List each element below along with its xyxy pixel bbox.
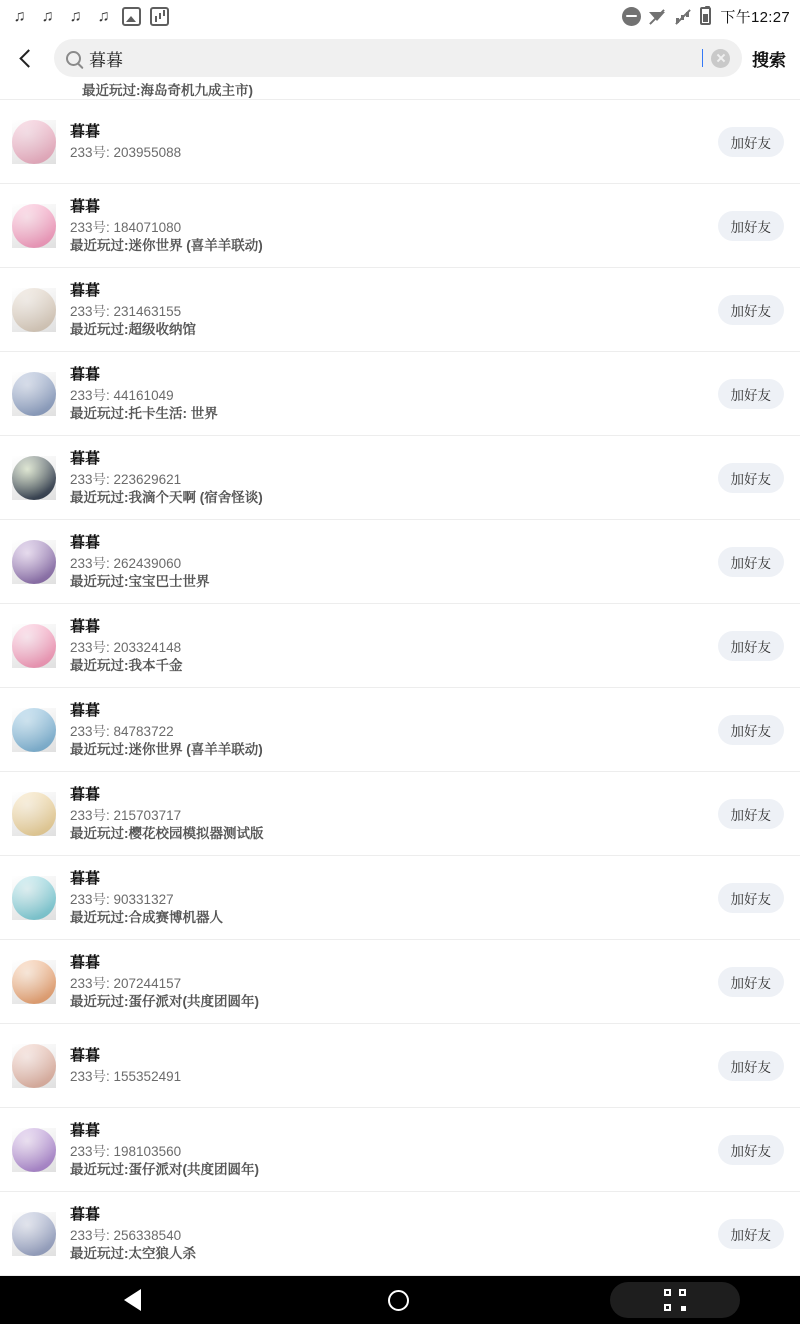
add-friend-button[interactable]: 加好友 bbox=[718, 799, 785, 829]
recent-game-text: 最近玩过:太空狼人杀 bbox=[70, 1245, 196, 1261]
table-row[interactable] bbox=[0, 1108, 800, 1192]
user-info bbox=[70, 1121, 718, 1179]
user-nickname: 暮暮 bbox=[70, 701, 101, 719]
table-row[interactable] bbox=[0, 436, 800, 520]
music-note-icon: ♫ bbox=[41, 7, 54, 25]
avatar[interactable] bbox=[12, 960, 56, 1004]
user-info bbox=[70, 281, 718, 339]
avatar[interactable] bbox=[12, 624, 56, 668]
recent-game-text: 最近玩过:蛋仔派对(共度团圆年) bbox=[70, 1161, 259, 1177]
triangle-back-icon[interactable] bbox=[124, 1289, 141, 1311]
recent-game-text: 最近玩过:超级收纳馆 bbox=[70, 321, 196, 337]
recent-game-text: 最近玩过:合成赛博机器人 bbox=[70, 909, 223, 925]
status-bar-right bbox=[622, 6, 790, 27]
user-info bbox=[70, 1205, 718, 1263]
add-friend-button[interactable]: 加好友 bbox=[718, 379, 785, 409]
user-nickname: 暮暮 bbox=[70, 953, 101, 971]
circle-home-icon[interactable] bbox=[388, 1290, 409, 1311]
recent-game-text: 最近玩过:迷你世界 (喜羊羊联动) bbox=[70, 237, 263, 253]
avatar[interactable] bbox=[12, 1044, 56, 1088]
avatar-image bbox=[12, 456, 56, 500]
table-row[interactable] bbox=[0, 184, 800, 268]
add-friend-button[interactable]: 加好友 bbox=[718, 715, 785, 745]
user-nickname: 暮暮 bbox=[70, 365, 101, 383]
avatar-image bbox=[12, 1128, 56, 1172]
user-info bbox=[70, 533, 718, 591]
add-friend-button[interactable]: 加好友 bbox=[718, 547, 785, 577]
add-friend-button[interactable]: 加好友 bbox=[718, 883, 785, 913]
user-id: 233号: 231463155 bbox=[70, 303, 182, 319]
search-query-text: 暮暮 bbox=[89, 50, 123, 70]
result-rows bbox=[0, 100, 800, 1276]
table-row[interactable] bbox=[0, 940, 800, 1024]
user-id: 233号: 155352491 bbox=[70, 1068, 182, 1084]
user-id: 233号: 44161049 bbox=[70, 387, 174, 403]
table-row[interactable] bbox=[0, 1192, 800, 1276]
wifi-off-icon bbox=[648, 7, 667, 26]
table-row[interactable] bbox=[0, 1024, 800, 1108]
add-friend-button[interactable]: 加好友 bbox=[718, 295, 785, 325]
back-button[interactable] bbox=[6, 38, 46, 78]
user-info bbox=[70, 122, 718, 162]
table-row[interactable] bbox=[0, 100, 800, 184]
avatar[interactable] bbox=[12, 1212, 56, 1256]
music-note-icon: ♫ bbox=[97, 7, 110, 25]
user-nickname: 暮暮 bbox=[70, 449, 101, 467]
avatar-image bbox=[12, 708, 56, 752]
search-input[interactable] bbox=[54, 39, 742, 77]
user-nickname: 暮暮 bbox=[70, 869, 101, 887]
user-info bbox=[70, 197, 718, 255]
music-note-icon: ♫ bbox=[69, 7, 82, 25]
list-item-partial[interactable] bbox=[0, 84, 800, 100]
user-info bbox=[70, 785, 718, 843]
avatar[interactable] bbox=[12, 708, 56, 752]
add-friend-button[interactable]: 加好友 bbox=[718, 463, 785, 493]
recent-game-text: 最近玩过:托卡生活: 世界 bbox=[70, 405, 218, 421]
user-nickname: 暮暮 bbox=[70, 785, 101, 803]
battery-icon bbox=[700, 7, 711, 25]
user-info bbox=[70, 953, 718, 1011]
signal-off-icon bbox=[674, 7, 693, 26]
user-info bbox=[70, 1046, 718, 1086]
avatar[interactable] bbox=[12, 792, 56, 836]
system-nav-bar bbox=[0, 1276, 800, 1324]
user-id: 233号: 203324148 bbox=[70, 639, 182, 655]
do-not-disturb-icon bbox=[622, 7, 641, 26]
user-nickname: 暮暮 bbox=[70, 281, 101, 299]
user-nickname: 暮暮 bbox=[70, 533, 101, 551]
back-icon bbox=[19, 49, 37, 67]
recent-game-text: 最近玩过:樱花校园模拟器测试版 bbox=[70, 825, 264, 841]
avatar-image bbox=[12, 1212, 56, 1256]
add-friend-button[interactable]: 加好友 bbox=[718, 1219, 785, 1249]
table-row[interactable] bbox=[0, 352, 800, 436]
recent-game-text: 最近玩过:迷你世界 (喜羊羊联动) bbox=[70, 741, 263, 757]
table-row[interactable] bbox=[0, 856, 800, 940]
recent-game-text: 最近玩过:宝宝巴士世界 bbox=[70, 573, 210, 589]
avatar[interactable] bbox=[12, 288, 56, 332]
user-id: 233号: 207244157 bbox=[70, 975, 182, 991]
table-row[interactable] bbox=[0, 604, 800, 688]
user-nickname: 暮暮 bbox=[70, 1121, 101, 1139]
search-results-list[interactable] bbox=[0, 84, 800, 1276]
status-bar-left bbox=[10, 7, 169, 26]
avatar-image bbox=[12, 120, 56, 164]
status-bar bbox=[0, 0, 800, 32]
music-note-icon: ♫ bbox=[13, 7, 26, 25]
add-friend-button[interactable]: 加好友 bbox=[718, 631, 785, 661]
user-nickname: 暮暮 bbox=[70, 1046, 101, 1064]
avatar-image bbox=[12, 624, 56, 668]
search-bar bbox=[0, 32, 800, 84]
avatar[interactable] bbox=[12, 456, 56, 500]
clear-icon[interactable] bbox=[711, 49, 730, 68]
user-id: 233号: 256338540 bbox=[70, 1227, 182, 1243]
avatar[interactable] bbox=[12, 372, 56, 416]
add-friend-button[interactable]: 加好友 bbox=[718, 127, 785, 157]
user-nickname: 暮暮 bbox=[70, 197, 101, 215]
user-nickname: 暮暮 bbox=[70, 617, 101, 635]
avatar-image bbox=[12, 372, 56, 416]
recent-game-text: 最近玩过:海岛奇机九成主市) bbox=[82, 83, 253, 98]
user-id: 233号: 198103560 bbox=[70, 1143, 182, 1159]
add-friend-button[interactable]: 加好友 bbox=[718, 1051, 785, 1081]
chart-icon bbox=[150, 7, 169, 26]
user-info bbox=[70, 365, 718, 423]
avatar[interactable] bbox=[12, 1128, 56, 1172]
recent-game-text: 最近玩过:我本千金 bbox=[70, 657, 183, 673]
user-id: 233号: 84783722 bbox=[70, 723, 174, 739]
user-nickname: 暮暮 bbox=[70, 1205, 101, 1223]
avatar-image bbox=[12, 204, 56, 248]
add-friend-button[interactable]: 加好友 bbox=[718, 211, 785, 241]
search-button[interactable]: 搜索 bbox=[752, 50, 786, 70]
user-info bbox=[70, 449, 718, 507]
user-id: 233号: 223629621 bbox=[70, 471, 182, 487]
user-id: 233号: 90331327 bbox=[70, 891, 174, 907]
avatar[interactable] bbox=[12, 540, 56, 584]
avatar-image bbox=[12, 960, 56, 1004]
avatar[interactable] bbox=[12, 120, 56, 164]
text-caret bbox=[702, 49, 704, 67]
user-id: 233号: 215703717 bbox=[70, 807, 182, 823]
user-id: 233号: 203955088 bbox=[70, 144, 182, 160]
avatar[interactable] bbox=[12, 876, 56, 920]
user-id: 233号: 184071080 bbox=[70, 219, 182, 235]
avatar-image bbox=[12, 876, 56, 920]
avatar[interactable] bbox=[12, 204, 56, 248]
scan-button[interactable] bbox=[610, 1282, 740, 1318]
avatar-image bbox=[12, 1044, 56, 1088]
qr-scan-icon bbox=[664, 1289, 686, 1311]
add-friend-button[interactable]: 加好友 bbox=[718, 967, 785, 997]
image-icon bbox=[122, 7, 141, 26]
recent-game-text: 最近玩过:蛋仔派对(共度团圆年) bbox=[70, 993, 259, 1009]
user-nickname: 暮暮 bbox=[70, 122, 101, 140]
table-row[interactable] bbox=[0, 520, 800, 604]
user-info bbox=[70, 869, 718, 927]
avatar-image bbox=[12, 288, 56, 332]
recent-game-text: 最近玩过:我滴个天啊 (宿舍怪谈) bbox=[70, 489, 263, 505]
user-info bbox=[70, 617, 718, 675]
table-row[interactable] bbox=[0, 688, 800, 772]
user-id: 233号: 262439060 bbox=[70, 555, 182, 571]
status-clock: 下午12:27 bbox=[720, 8, 790, 26]
table-row[interactable] bbox=[0, 268, 800, 352]
search-icon bbox=[66, 51, 81, 66]
user-info bbox=[70, 701, 718, 759]
avatar-image bbox=[12, 540, 56, 584]
table-row[interactable] bbox=[0, 772, 800, 856]
add-friend-button[interactable]: 加好友 bbox=[718, 1135, 785, 1165]
avatar-image bbox=[12, 792, 56, 836]
